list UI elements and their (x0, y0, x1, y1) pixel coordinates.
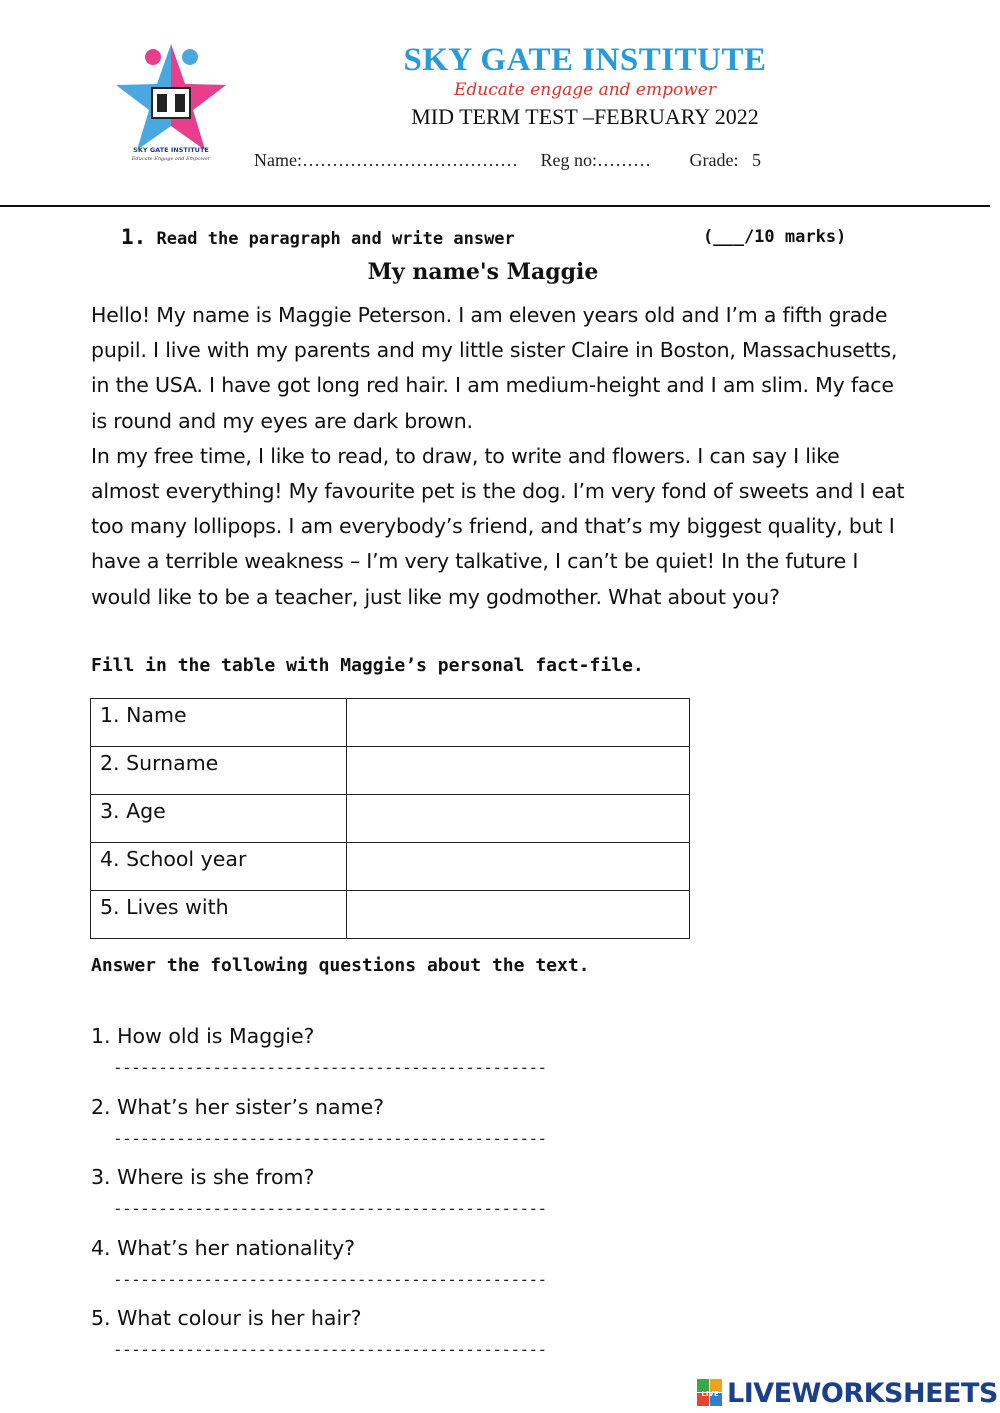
answer-cell[interactable] (347, 747, 690, 795)
passage-title: My name's Maggie (367, 259, 599, 285)
section-number: 1. (121, 225, 147, 249)
institute-logo (112, 38, 230, 166)
question-item (91, 1018, 691, 1089)
section-instruction: Read the paragraph and write answer (156, 229, 515, 249)
passage-paragraph-2: In my free time, I like to read, to draw, to write and flowers. I can say I like almost everything! My favourite pet is the dog. I’m very fond of sweets and I eat too many lollipops. I am everybody’s friend, and that’s my biggest quality, but I have a terrible weakness – I’m very talkative, I can’t be quiet! In the future I would like to be a teacher, just like my godmother. What about you? (91, 443, 905, 609)
institute-name: SKY GATE INSTITUTE (403, 42, 767, 78)
liveworksheets-logo-icon (697, 1379, 723, 1407)
liveworksheets-watermark[interactable] (697, 1373, 998, 1413)
logo-motto: Educate Engage and Empower (131, 156, 211, 162)
institute-motto: Educate engage and empower (454, 80, 716, 100)
table-row (91, 699, 690, 747)
answer-cell[interactable] (347, 699, 690, 747)
marks-box: (___/10 marks) (703, 227, 847, 247)
questions-instruction: Answer the following questions about the text. (91, 955, 590, 976)
answer-cell[interactable] (347, 891, 690, 939)
answer-line[interactable]: ------------------------------------------------ (113, 1058, 547, 1077)
question-text: 5. What colour is her hair? (91, 1306, 362, 1330)
table-row (91, 795, 690, 843)
name-field[interactable]: Name:……………………………… (254, 150, 518, 170)
question-text: 4. What’s her nationality? (91, 1235, 356, 1260)
answer-line[interactable]: ------------------------------------------------ (113, 1340, 547, 1359)
question-text: 2. What’s her sister’s name? (91, 1094, 385, 1119)
reg-no-field[interactable]: Reg no:……… (540, 150, 651, 170)
grade-field: Grade: 5 (689, 150, 761, 170)
table-row (91, 891, 690, 939)
table-row (91, 747, 690, 795)
question-item (91, 1089, 691, 1160)
fact-file-table (90, 698, 690, 939)
row-label: 4. School year (91, 843, 347, 891)
question-item (91, 1159, 691, 1230)
row-label: 1. Name (91, 699, 347, 747)
question-text: 1. How old is Maggie? (91, 1024, 315, 1048)
table-instruction: Fill in the table with Maggie’s personal fact-file. (91, 655, 644, 676)
answer-line[interactable]: ------------------------------------------------ (113, 1199, 547, 1218)
logo-badge-text: LIVE (701, 1390, 719, 1398)
question-item (91, 1230, 691, 1301)
test-title: MID TERM TEST –FEBRUARY 2022 (411, 104, 759, 129)
section-1-heading (121, 225, 515, 249)
answer-cell[interactable] (347, 795, 690, 843)
answer-cell[interactable] (347, 843, 690, 891)
passage-paragraph-1: Hello! My name is Maggie Peterson. I am eleven years old and I’m a fifth grade pupil. I live with my parents and my little sister Claire in Boston, Massachusetts, in the USA. I have got long red hair. I am medium-height and I am slim. My face is round and my eyes are dark brown. (91, 303, 898, 433)
logo-text: SKY GATE INSTITUTE (133, 146, 209, 154)
table-row (91, 843, 690, 891)
reading-passage (91, 298, 911, 615)
answer-line[interactable]: ------------------------------------------------ (113, 1128, 547, 1148)
question-item (91, 1300, 691, 1371)
row-label: 2. Surname (91, 747, 347, 795)
row-label: 3. Age (91, 795, 347, 843)
row-label: 5. Lives with (91, 891, 347, 939)
watermark-text: LIVEWORKSHEETS (727, 1377, 998, 1409)
answer-line[interactable]: ------------------------------------------------ (113, 1269, 547, 1289)
student-info-line (254, 150, 777, 171)
header-divider (0, 205, 990, 207)
question-list (91, 1018, 691, 1371)
question-text: 3. Where is she from? (91, 1165, 315, 1189)
